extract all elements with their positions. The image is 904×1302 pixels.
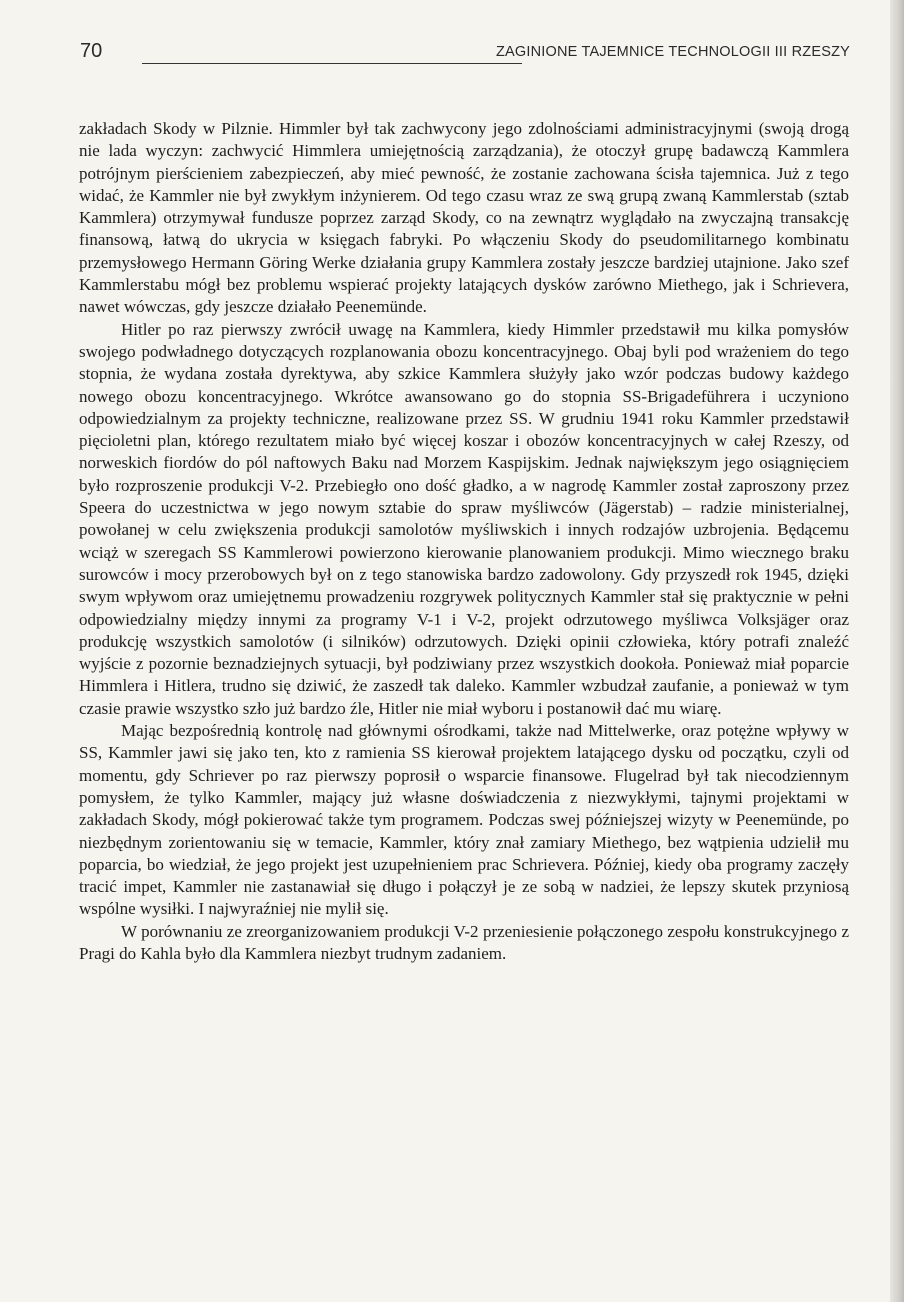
paragraph-1: zakładach Skody w Pilznie. Himmler był tak zachwycony jego zdolnościami administracyjnymi (swoją drogą nie lada wyczyn: zachwycić Himmlera umiejętnością zarządzania), że otoczył grupę badawczą Kammlera potrójnym pierścieniem zabezpieczeń, aby mieć pewność, że zostanie zachowana ścisła tajemnica. Już z tego widać, że Kammler nie był zwykłym inżynierem. Od tego czasu wraz ze swą grupą zwaną Kammlerstab (sztab Kammlera) otrzymywał fundusze poprzez zarząd Skody, co na zewnątrz wyglądało na zwyczajną transakcję finansową, łatwą do ukrycia w księgach fabryki. Po włączeniu Skody do pseudomilitarnego kombinatu przemysłowego Hermann Göring Werke działania grupy Kammlera zostały jeszcze bardziej utajnione. Jako szef Kammlerstabu mógł bez problemu wspierać projekty latających dysków zarówno Miethego, jak i Schrievera, nawet wówczas, gdy jeszcze działało Peenemünde. — [79, 119, 849, 317]
paragraph-4: W porównaniu ze zreorganizowaniem produkcji V-2 przeniesienie połączonego zespołu konstrukcyjnego z Pragi do Kahla było dla Kammlera niezbyt trudnym zadaniem. — [79, 921, 849, 963]
paragraph-3: Mając bezpośrednią kontrolę nad głównymi ośrodkami, także nad Mittelwerke, oraz potężne wpływy w SS, Kammler jawi się jako ten, kto z ramienia SS kierował projektem latającego dysku od początku, czyli od momentu, gdy Schriever po raz pierwszy poprosił o wsparcie finansowe. Flugelrad był tak niecodziennym pomysłem, że tylko Kammler, mający już własne doświadczenia z niezwykłymi, tajnymi projektami w zakładach Skody, mógł pokierować także tym programem. Podczas swej późniejszej wizyty w Peenemünde, po niezbędnym zorientowaniu się w temacie, Kammler, który znał zamiary Miethego, bez wątpienia udzielił mu poparcia, bo wiedział, że jego projekt jest uzupełnieniem prac Schrievera. Później, kiedy oba programy zaczęły tracić impet, Kammler nie zastanawiał się długo i połączył je ze sobą w nadziei, że lepszy skutek przyniosą wspólne wysiłki. I najwyraźniej nie mylił się. — [79, 721, 849, 919]
page-edge-shadow — [890, 0, 904, 1302]
running-title: ZAGINIONE TAJEMNICE TECHNOLOGII III RZESZY — [495, 44, 850, 60]
header-rule — [142, 63, 522, 64]
body-text — [79, 118, 849, 965]
paragraph-2: Hitler po raz pierwszy zwrócił uwagę na Kammlera, kiedy Himmler przedstawił mu kilka pomysłów swojego podwładnego dotyczących rozplanowania obozu koncentracyjnego. Obaj byli pod wrażeniem do tego stopnia, że wydana została dyrektywa, aby szkice Kammlera służyły jako wzór podczas budowy każdego nowego obozu koncentracyjnego. Wkrótce awansowano go do stopnia SS-Brigadeführera i uczyniono odpowiedzialnym za projekty techniczne, realizowane przez SS. W grudniu 1941 roku Kammler przedstawił pięcioletni plan, którego rezultatem miało być więcej koszar i obozów koncentracyjnych w całej Rzeszy, od norweskich fiordów do pól naftowych Baku nad Morzem Kaspijskim. Jednak największym jego osiągnięciem było rozproszenie produkcji V-2. Przebiegło ono dość gładko, a w nagrodę Kammler został zaproszony przez Speera do uczestnictwa w jego nowym sztabie do spraw myśliwców (Jägerstab) – radzie ministerialnej, powołanej w celu zwiększenia produkcji samolotów myśliwskich i innych rodzajów uzbrojenia. Będącemu wciąż w szeregach SS Kammlerowi powierzono kierowanie planowaniem produkcji. Mimo wiecznego braku surowców i mocy przerobowych był on z tego stanowiska bardzo zadowolony. Gdy przyszedł rok 1945, dzięki swym wpływom oraz umiejętnemu prowadzeniu rozgrywek politycznych Kammler stał się praktycznie w pełni odpowiedzialny między innymi za programy V-1 i V-2, projekt odrzutowego myśliwca Volksjäger oraz produkcję wszystkich samolotów (i silników) odrzutowych. Dzięki opinii człowieka, który potrafi znaleźć wyjście z pozornie beznadziejnych sytuacji, był podziwiany przez wszystkich dookoła. Ponieważ miał poparcie Himmlera i Hitlera, trudno się dziwić, że zaszedł tak daleko. Kammler wzbudzał zaufanie, a ponieważ w tym czasie prawie wszystko szło już bardzo źle, Hitler nie miał wyboru i postanowił dać mu wiarę. — [79, 319, 849, 718]
page-header — [80, 38, 850, 68]
page-number: 70 — [80, 40, 103, 62]
